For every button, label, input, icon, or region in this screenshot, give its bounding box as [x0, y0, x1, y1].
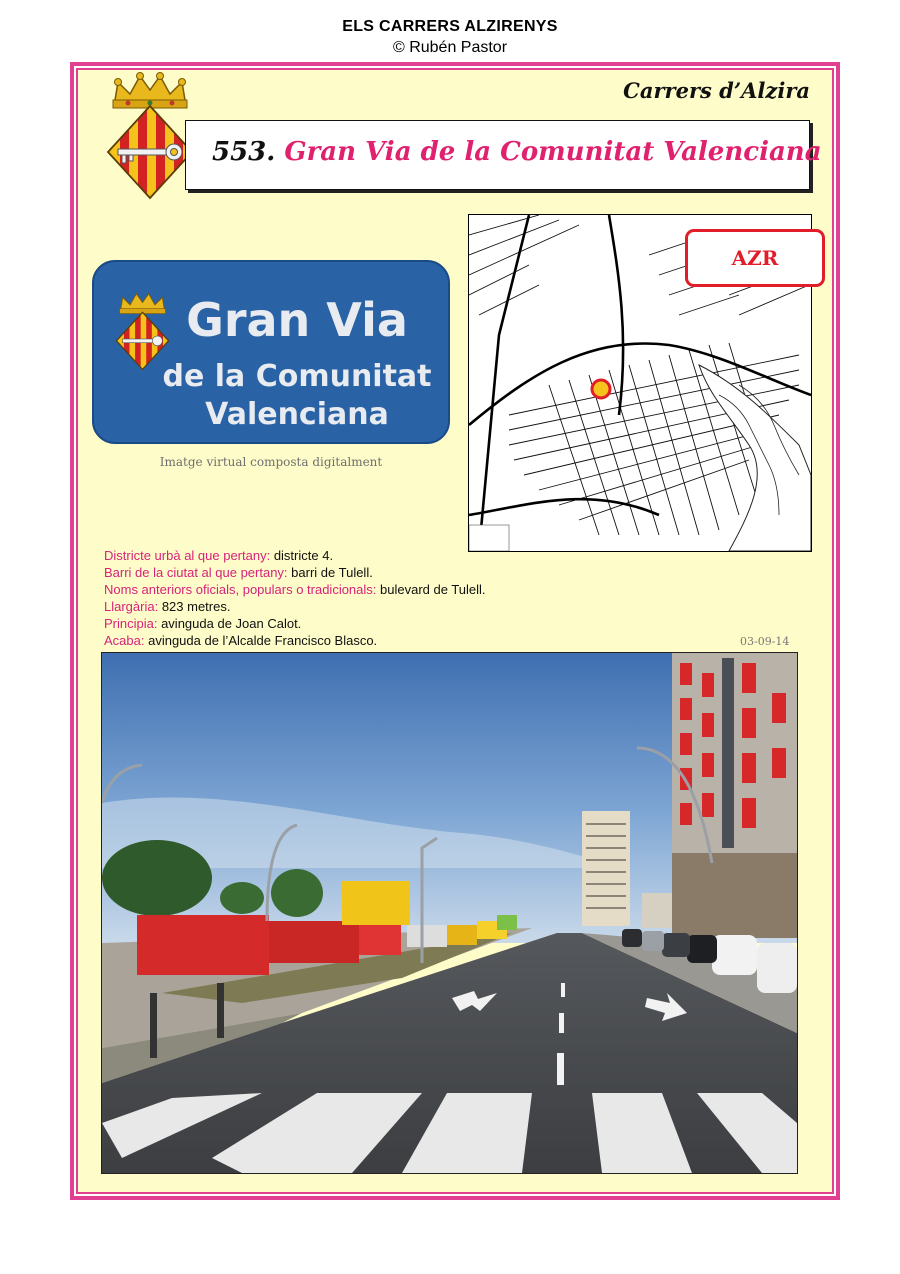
series-title: Carrers d’Alzira: [623, 78, 810, 103]
street-sign: [92, 260, 450, 444]
info-district: Districte urbà al que pertany: districte 4.: [104, 548, 334, 563]
coat-of-arms-logo: [104, 70, 196, 205]
info-neighbourhood: Barri de la ciutat al que pertany: barri de Tulell.: [104, 565, 373, 580]
sign-line-3: Valenciana: [205, 397, 389, 432]
info-end: Acaba: avinguda de l’Alcalde Francisco Blasco.: [104, 633, 378, 648]
street-photo: [101, 652, 798, 1174]
info-former-names: Noms anteriors oficials, populars o tradicionals: bulevard de Tulell.: [104, 582, 486, 597]
document-header-title: ELS CARRERS ALZIRENYS: [342, 18, 558, 35]
street-number: 553.: [212, 137, 276, 167]
sign-line-2: de la Comunitat: [162, 359, 432, 394]
sign-line-1: Gran Via: [186, 293, 408, 347]
photo-drawing: [102, 653, 797, 1173]
info-start: Principia: avinguda de Joan Calot.: [104, 616, 302, 631]
photo-date: 03-09-14: [740, 635, 790, 648]
street-title: [212, 137, 822, 167]
location-marker: [592, 380, 610, 398]
sign-caption: Imatge virtual composta digitalment: [159, 455, 383, 469]
street-name: Gran Via de la Comunitat Valenciana: [284, 137, 822, 167]
document-copyright: © Rubén Pastor: [392, 39, 508, 56]
map-code-badge: AZR: [685, 229, 825, 287]
info-length: Llargària: 823 metres.: [104, 599, 231, 614]
street-info: [104, 547, 486, 649]
